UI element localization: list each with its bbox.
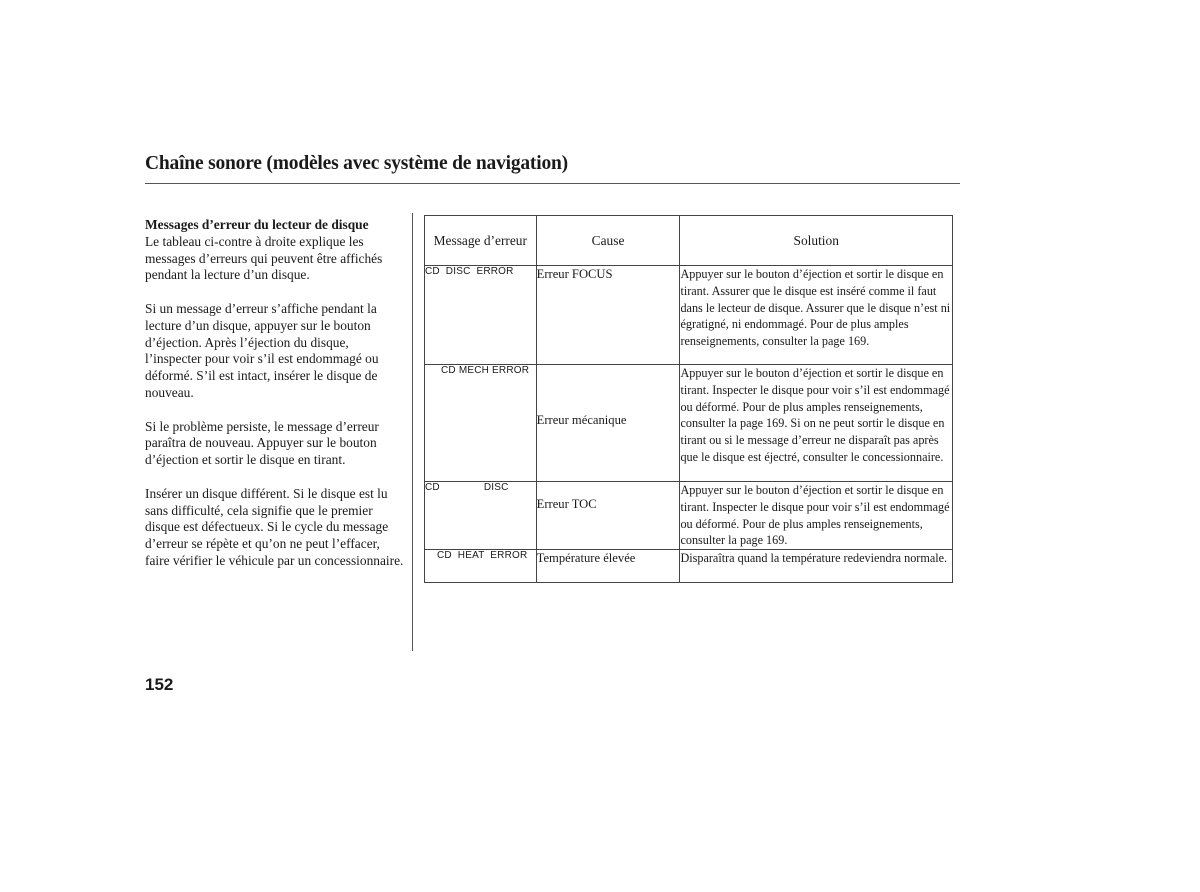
page-title: Chaîne sonore (modèles avec système de navigation) — [145, 153, 568, 174]
error-code: CD DISC ERROR — [425, 266, 537, 365]
paragraph-different-disc: Insérer un disque différent. Si le disque est lu sans difficulté, cela signifie que le premier disque est défectueux. Si le cycle du message d’erreur se répète et qu’on ne peut l’effacer, faire vérifier le véhicule par un concessionnaire. — [145, 485, 404, 568]
table-row — [425, 365, 953, 482]
error-code — [425, 482, 537, 550]
error-cause: Température élevée — [536, 550, 680, 583]
header-divider — [145, 183, 960, 184]
error-solution: Appuyer sur le bouton d’éjection et sortir le disque en tirant. Assurer que le disque est inséré comme il faut dans le lecteur de disque. Assurer que le disque n’est ni égratigné, ni endommagé. Pour de plus amples renseignements, consulter la page 169. — [680, 266, 953, 365]
paragraph-persist: Si le problème persiste, le message d’erreur paraîtra de nouveau. Appuyer sur le bouton d’éjection et sortir le disque en tirant. — [145, 418, 379, 468]
table-header-row — [425, 216, 953, 266]
table-row — [425, 266, 953, 365]
header-cause: Cause — [536, 216, 680, 266]
left-column — [145, 217, 407, 587]
table-row — [425, 550, 953, 583]
error-cause: Erreur FOCUS — [536, 266, 680, 365]
header-solution: Solution — [680, 216, 953, 266]
error-code-part: CD — [425, 482, 440, 493]
header-message: Message d’erreur — [425, 216, 537, 266]
error-code: CD MECH ERROR — [425, 365, 537, 482]
error-cause: Erreur mécanique — [536, 365, 680, 482]
error-messages-table — [424, 215, 953, 583]
section-heading: Messages d’erreur du lecteur de disque — [145, 217, 369, 232]
intro-paragraph: Le tableau ci-contre à droite explique les messages d’erreurs qui peuvent être affichés pendant la lecture d’un disque. — [145, 233, 383, 283]
paragraph-eject: Si un message d’erreur s’affiche pendant la lecture d’un disque, appuyer sur le bouton d’éjection. Après l’éjection du disque, l’inspecter pour voir s’il est endommagé ou déformé. S’il est intact, insérer le disque de nouveau. — [145, 300, 379, 400]
error-solution: Disparaîtra quand la température redeviendra normale. — [680, 550, 953, 583]
error-cause: Erreur TOC — [536, 482, 680, 550]
error-solution: Appuyer sur le bouton d’éjection et sortir le disque en tirant. Inspecter le disque pour voir s’il est endommagé ou déformé. Pour de plus amples renseignements, consulter la page 169. — [680, 482, 953, 550]
column-divider — [412, 213, 413, 651]
page-number: 152 — [145, 675, 174, 694]
error-code: CD HEAT ERROR — [425, 550, 537, 583]
error-code-part: DISC — [483, 482, 509, 493]
error-solution: Appuyer sur le bouton d’éjection et sortir le disque en tirant. Inspecter le disque pour voir s’il est endommagé ou déformé. Pour de plus amples renseignements, consulter la page 169. Si on ne peut sortir le disque en tirant ou si le message d’erreur ne disparaît pas après que le disque est éjectré, consulter le concessionnaire. — [680, 365, 953, 482]
table-row — [425, 482, 953, 550]
